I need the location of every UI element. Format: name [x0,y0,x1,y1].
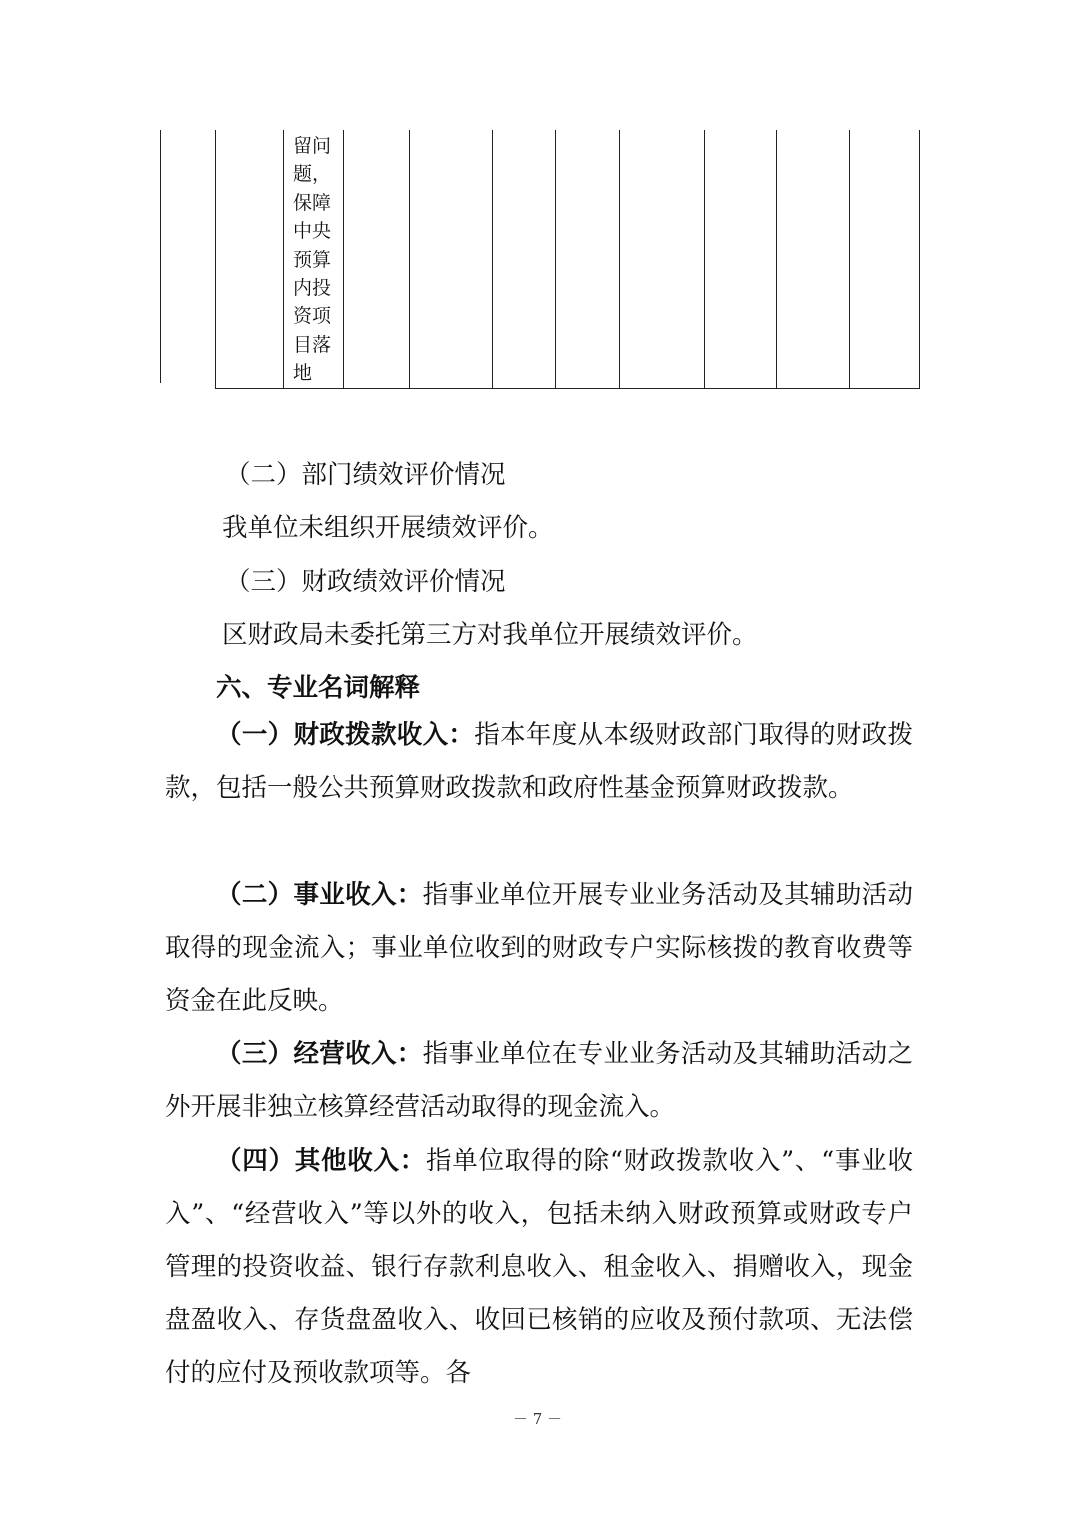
term-paragraph [165,1135,913,1400]
term-lead: （三）经营收入： [216,1039,423,1069]
table-row [216,130,920,388]
page-number: － 7 － [512,1410,563,1428]
term-lead: （二）事业收入： [216,880,423,910]
table-cell [410,130,493,388]
table-cell [493,130,556,388]
table-cell [216,130,284,388]
table-cell [620,130,705,388]
table-fragment [215,130,920,389]
dept-eval-heading: （二）部门绩效评价情况 [225,460,506,490]
table-cell-text: 留问题，保障中央预算内投资项目落地 [293,135,332,385]
table-cell [284,130,344,388]
table-cell [705,130,777,388]
term-lead: （四）其他收入： [216,1146,427,1176]
term-text: 指单位取得的除“财政拨款收入”、“事业收入”、“经营收入”等以外的收入，包括未纳入财政预算或财政专户管理的投资收益、银行存款利息收入、租金收入、捐赠收入，现金盘盈收入、存货盘盈收入、收回已核销的应收及预付款项、无法偿付的应付及预收款项等。各 [165,1146,913,1388]
table-cell [850,130,920,388]
term-text: 指事业单位在专业业务活动及其辅助活动之外开展非独立核算经营活动取得的现金流入。 [165,1039,913,1122]
term-paragraph [165,1028,913,1134]
term-text: 指本年度从本级财政部门取得的财政拨款，包括一般公共预算财政拨款和政府性基金预算财政拨款。 [165,720,913,803]
term-paragraph [165,869,913,1028]
table-cell [344,130,410,388]
fin-eval-heading: （三）财政绩效评价情况 [225,567,506,597]
dept-eval-body: 我单位未组织开展绩效评价。 [222,513,554,543]
term-text: 指事业单位开展专业业务活动及其辅助活动取得的现金流入；事业单位收到的财政专户实际核拨的教育收费等资金在此反映。 [165,880,913,1016]
fin-eval-body: 区财政局未委托第三方对我单位开展绩效评价。 [222,620,758,650]
page-margin-rule [160,130,161,383]
table-cell [556,130,620,388]
section-six-heading: 六、专业名词解释 [216,673,421,703]
term-paragraph [165,709,913,815]
table-cell [777,130,850,388]
term-lead: （一）财政拨款收入： [216,720,475,750]
